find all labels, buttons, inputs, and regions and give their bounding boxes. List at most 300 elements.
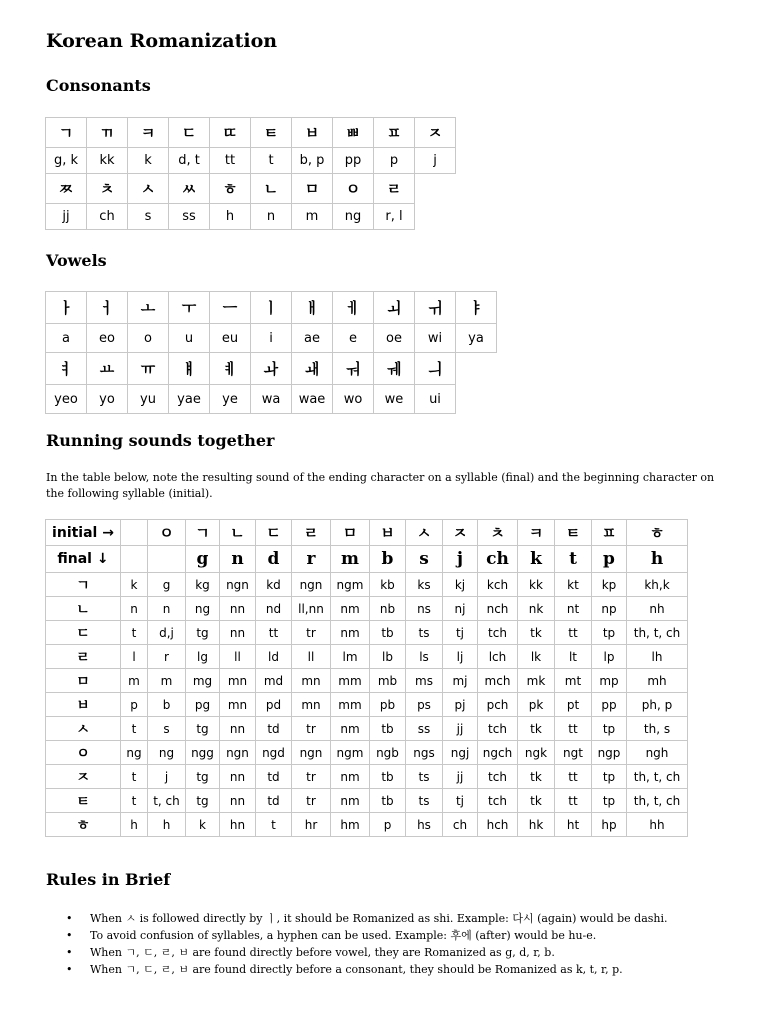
korean-letter-cell: ㅂ: [292, 118, 333, 148]
result-cell: tch: [478, 765, 518, 789]
table-row: [46, 621, 688, 645]
result-cell: nn: [220, 597, 256, 621]
rule-item: • To avoid confusion of syllables, a hyphen can be used. Example: 후에 (after) would be hu-e.: [66, 927, 668, 944]
initial-romanization-cell: k: [518, 546, 555, 573]
romanization-cell: o: [128, 324, 169, 353]
romanization-cell: yeo: [46, 385, 87, 414]
romanization-cell: wa: [251, 385, 292, 414]
korean-letter-cell: ㅔ: [333, 292, 374, 324]
result-cell: tg: [186, 717, 220, 741]
result-cell: mp: [592, 669, 627, 693]
result-cell: tr: [292, 789, 331, 813]
romanization-cell: j: [415, 148, 456, 174]
result-cell: nm: [331, 597, 370, 621]
romanization-cell: ss: [169, 204, 210, 230]
initial-romanization-cell: j: [443, 546, 478, 573]
result-cell: kch: [478, 573, 518, 597]
romanization-cell: ae: [292, 324, 333, 353]
result-cell: kk: [518, 573, 555, 597]
page-title: Korean Romanization: [46, 30, 278, 52]
korean-letter-cell: ㅝ: [333, 353, 374, 385]
result-cell: k: [121, 573, 148, 597]
vowels-heading: Vowels: [46, 251, 107, 270]
result-cell: nh: [627, 597, 688, 621]
initial-letter-cell: ㄴ: [220, 520, 256, 546]
initial-romanization-cell: n: [220, 546, 256, 573]
romanization-cell: d, t: [169, 148, 210, 174]
initial-letter-cell: ㅍ: [592, 520, 627, 546]
initial-letter-cell: ㄱ: [186, 520, 220, 546]
result-cell: t: [256, 813, 292, 837]
result-cell: mg: [186, 669, 220, 693]
table-row: [46, 669, 688, 693]
romanization-cell: ui: [415, 385, 456, 414]
result-cell: tj: [443, 621, 478, 645]
result-cell: kp: [592, 573, 627, 597]
result-cell: ngk: [518, 741, 555, 765]
result-cell: g: [148, 573, 186, 597]
initial-letter-cell: ㅂ: [370, 520, 406, 546]
result-cell: tk: [518, 789, 555, 813]
result-cell: tr: [292, 717, 331, 741]
result-cell: tg: [186, 765, 220, 789]
romanization-cell: we: [374, 385, 415, 414]
result-cell: ngh: [627, 741, 688, 765]
result-cell: lch: [478, 645, 518, 669]
korean-letter-cell: ㅃ: [333, 118, 374, 148]
romanization-cell: ye: [210, 385, 251, 414]
romanization-cell: a: [46, 324, 87, 353]
korean-letter-cell: ㅁ: [292, 174, 333, 204]
romanization-cell: yae: [169, 385, 210, 414]
initial-letter-cell: ㄷ: [256, 520, 292, 546]
result-cell: mn: [292, 669, 331, 693]
result-cell: mh: [627, 669, 688, 693]
korean-letter-cell: ㄲ: [87, 118, 128, 148]
result-cell: tj: [443, 789, 478, 813]
result-cell: nb: [370, 597, 406, 621]
result-cell: tt: [555, 789, 592, 813]
table-row: [46, 741, 688, 765]
initial-romanization-cell: h: [627, 546, 688, 573]
initial-label: initial →: [46, 520, 121, 546]
result-cell: nn: [220, 717, 256, 741]
final-letter-cell: ㅁ: [46, 669, 121, 693]
result-cell: nm: [331, 789, 370, 813]
result-cell: ngm: [331, 741, 370, 765]
rules-list: [66, 910, 668, 978]
result-cell: j: [148, 765, 186, 789]
result-cell: b: [148, 693, 186, 717]
result-cell: t, ch: [148, 789, 186, 813]
result-cell: ngn: [292, 573, 331, 597]
result-cell: ld: [256, 645, 292, 669]
result-cell: tg: [186, 789, 220, 813]
result-cell: ng: [186, 597, 220, 621]
result-cell: ngn: [292, 741, 331, 765]
result-cell: mt: [555, 669, 592, 693]
result-cell: tg: [186, 621, 220, 645]
result-cell: ngp: [592, 741, 627, 765]
initial-romanization-cell: ch: [478, 546, 518, 573]
result-cell: t: [121, 765, 148, 789]
initial-letter-cell: ㅌ: [555, 520, 592, 546]
korean-letter-cell: ㅑ: [456, 292, 497, 324]
result-cell: nn: [220, 789, 256, 813]
korean-letter-cell: ㄱ: [46, 118, 87, 148]
result-cell: lp: [592, 645, 627, 669]
korean-letter-cell: ㅉ: [46, 174, 87, 204]
final-letter-cell: ㄷ: [46, 621, 121, 645]
initial-romanization-cell: m: [331, 546, 370, 573]
result-cell: pg: [186, 693, 220, 717]
romanization-cell: p: [374, 148, 415, 174]
romanization-cell: ya: [456, 324, 497, 353]
result-cell: lb: [370, 645, 406, 669]
final-letter-cell: ㅈ: [46, 765, 121, 789]
romanization-cell: n: [251, 204, 292, 230]
korean-letter-cell: ㄸ: [210, 118, 251, 148]
korean-letter-cell: ㄹ: [374, 174, 415, 204]
result-cell: lm: [331, 645, 370, 669]
result-cell: mn: [220, 693, 256, 717]
result-cell: ht: [555, 813, 592, 837]
result-cell: ngd: [256, 741, 292, 765]
result-cell: lk: [518, 645, 555, 669]
romanization-cell: r, l: [374, 204, 415, 230]
final-letter-cell: ㅂ: [46, 693, 121, 717]
result-cell: mk: [518, 669, 555, 693]
korean-letter-cell: ㅠ: [128, 353, 169, 385]
result-cell: s: [148, 717, 186, 741]
romanization-cell: k: [128, 148, 169, 174]
result-cell: pch: [478, 693, 518, 717]
result-cell: tb: [370, 621, 406, 645]
rules-heading: Rules in Brief: [46, 870, 171, 889]
result-cell: nm: [331, 765, 370, 789]
romanization-cell: wae: [292, 385, 333, 414]
romanization-cell: s: [128, 204, 169, 230]
romanization-cell: ng: [333, 204, 374, 230]
initial-letter-cell: ㅎ: [627, 520, 688, 546]
result-cell: mn: [220, 669, 256, 693]
result-cell: ns: [406, 597, 443, 621]
korean-letter-cell: ㅘ: [251, 353, 292, 385]
running-sounds-heading: Running sounds together: [46, 431, 275, 450]
result-cell: tp: [592, 621, 627, 645]
result-cell: nj: [443, 597, 478, 621]
result-cell: tt: [555, 765, 592, 789]
result-cell: nd: [256, 597, 292, 621]
initial-letter-cell: ㅈ: [443, 520, 478, 546]
result-cell: tk: [518, 765, 555, 789]
vowels-table: [45, 291, 497, 414]
blank-cell: [121, 546, 148, 573]
result-cell: md: [256, 669, 292, 693]
initial-romanization-cell: s: [406, 546, 443, 573]
result-cell: tch: [478, 621, 518, 645]
result-cell: ll,nn: [292, 597, 331, 621]
result-cell: mm: [331, 669, 370, 693]
result-cell: ts: [406, 789, 443, 813]
initial-romanization-cell: [148, 546, 186, 573]
result-cell: mch: [478, 669, 518, 693]
korean-letter-cell: ㅣ: [251, 292, 292, 324]
result-cell: ps: [406, 693, 443, 717]
result-cell: ngt: [555, 741, 592, 765]
romanization-cell: g, k: [46, 148, 87, 174]
result-cell: hm: [331, 813, 370, 837]
result-cell: ng: [121, 741, 148, 765]
initial-letter-cell: ㅁ: [331, 520, 370, 546]
result-cell: tr: [292, 621, 331, 645]
result-cell: ngj: [443, 741, 478, 765]
result-cell: ngm: [331, 573, 370, 597]
result-cell: ll: [220, 645, 256, 669]
romanization-cell: wi: [415, 324, 456, 353]
korean-letter-cell: ㅎ: [210, 174, 251, 204]
result-cell: t: [121, 621, 148, 645]
initial-romanization-cell: r: [292, 546, 331, 573]
result-cell: r: [148, 645, 186, 669]
result-cell: tb: [370, 765, 406, 789]
result-cell: pt: [555, 693, 592, 717]
result-cell: tt: [555, 717, 592, 741]
result-cell: hp: [592, 813, 627, 837]
initial-letter-cell: ㅅ: [406, 520, 443, 546]
initial-romanization-cell: b: [370, 546, 406, 573]
korean-letter-cell: ㅚ: [374, 292, 415, 324]
korean-letter-cell: ㅛ: [87, 353, 128, 385]
result-cell: ks: [406, 573, 443, 597]
result-cell: ng: [148, 741, 186, 765]
result-cell: pb: [370, 693, 406, 717]
result-cell: ts: [406, 765, 443, 789]
final-letter-cell: ㅌ: [46, 789, 121, 813]
romanization-cell: b, p: [292, 148, 333, 174]
result-cell: lt: [555, 645, 592, 669]
result-cell: nt: [555, 597, 592, 621]
result-cell: mj: [443, 669, 478, 693]
result-cell: ngg: [186, 741, 220, 765]
romanization-cell: h: [210, 204, 251, 230]
result-cell: nm: [331, 717, 370, 741]
korean-letter-cell: ㅆ: [169, 174, 210, 204]
initial-letter-cell: ㅇ: [148, 520, 186, 546]
table-row: [46, 645, 688, 669]
result-cell: nk: [518, 597, 555, 621]
rule-item: • When ㅅ is followed directly by ㅣ, it should be Romanized as shi. Example: 다시 (again) would be dashi.: [66, 910, 668, 927]
korean-letter-cell: ㅌ: [251, 118, 292, 148]
result-cell: tch: [478, 789, 518, 813]
result-cell: pp: [592, 693, 627, 717]
rule-item: • When ㄱ, ㄷ, ㄹ, ㅂ are found directly before vowel, they are Romanized as g, d, r, b.: [66, 944, 668, 961]
result-cell: td: [256, 765, 292, 789]
korean-letter-cell: ㅙ: [292, 353, 333, 385]
result-cell: k: [186, 813, 220, 837]
final-letter-cell: ㅇ: [46, 741, 121, 765]
result-cell: jj: [443, 765, 478, 789]
result-cell: nm: [331, 621, 370, 645]
result-cell: ts: [406, 621, 443, 645]
table-row: [46, 573, 688, 597]
final-letter-cell: ㄹ: [46, 645, 121, 669]
korean-letter-cell: ㅒ: [169, 353, 210, 385]
korean-letter-cell: ㅋ: [128, 118, 169, 148]
result-cell: tb: [370, 717, 406, 741]
result-cell: n: [121, 597, 148, 621]
korean-letter-cell: ㅍ: [374, 118, 415, 148]
romanization-cell: eo: [87, 324, 128, 353]
initial-letter-cell: ㄹ: [292, 520, 331, 546]
result-cell: hk: [518, 813, 555, 837]
table-row: [46, 717, 688, 741]
result-cell: kh,k: [627, 573, 688, 597]
result-cell: td: [256, 789, 292, 813]
korean-letter-cell: ㅅ: [128, 174, 169, 204]
result-cell: lj: [443, 645, 478, 669]
romanization-cell: jj: [46, 204, 87, 230]
result-cell: tk: [518, 717, 555, 741]
korean-letter-cell: ㅡ: [210, 292, 251, 324]
result-cell: h: [121, 813, 148, 837]
initial-letter-cell: ㅊ: [478, 520, 518, 546]
result-cell: ss: [406, 717, 443, 741]
romanization-cell: wo: [333, 385, 374, 414]
result-cell: kj: [443, 573, 478, 597]
romanization-cell: m: [292, 204, 333, 230]
initial-letter-cell: ㅋ: [518, 520, 555, 546]
korean-letter-cell: ㅢ: [415, 353, 456, 385]
consonants-heading: Consonants: [46, 76, 151, 95]
romanization-cell: u: [169, 324, 210, 353]
result-cell: kd: [256, 573, 292, 597]
result-cell: kb: [370, 573, 406, 597]
result-cell: d,j: [148, 621, 186, 645]
result-cell: pk: [518, 693, 555, 717]
result-cell: th, t, ch: [627, 789, 688, 813]
romanization-cell: kk: [87, 148, 128, 174]
result-cell: n: [148, 597, 186, 621]
result-cell: tk: [518, 621, 555, 645]
result-cell: ngn: [220, 573, 256, 597]
result-cell: mn: [292, 693, 331, 717]
result-cell: ch: [443, 813, 478, 837]
result-cell: th, t, ch: [627, 765, 688, 789]
initial-romanization-cell: d: [256, 546, 292, 573]
romanization-cell: eu: [210, 324, 251, 353]
result-cell: p: [121, 693, 148, 717]
table-row: [46, 597, 688, 621]
initial-romanization-cell: p: [592, 546, 627, 573]
result-cell: tt: [256, 621, 292, 645]
final-letter-cell: ㄱ: [46, 573, 121, 597]
result-cell: ms: [406, 669, 443, 693]
romanization-cell: t: [251, 148, 292, 174]
result-cell: ph, p: [627, 693, 688, 717]
result-cell: nn: [220, 765, 256, 789]
result-cell: hch: [478, 813, 518, 837]
result-cell: tp: [592, 789, 627, 813]
result-cell: m: [148, 669, 186, 693]
result-cell: pd: [256, 693, 292, 717]
result-cell: h: [148, 813, 186, 837]
result-cell: kg: [186, 573, 220, 597]
romanization-cell: i: [251, 324, 292, 353]
result-cell: lh: [627, 645, 688, 669]
korean-letter-cell: ㄴ: [251, 174, 292, 204]
initial-romanization-cell: t: [555, 546, 592, 573]
korean-letter-cell: ㅟ: [415, 292, 456, 324]
romanization-cell: e: [333, 324, 374, 353]
consonants-table: [45, 117, 456, 230]
result-cell: t: [121, 789, 148, 813]
running-sounds-table: [45, 519, 688, 837]
korean-letter-cell: ㅏ: [46, 292, 87, 324]
result-cell: td: [256, 717, 292, 741]
result-cell: m: [121, 669, 148, 693]
result-cell: mm: [331, 693, 370, 717]
table-row: [46, 789, 688, 813]
result-cell: hr: [292, 813, 331, 837]
result-cell: ls: [406, 645, 443, 669]
result-cell: jj: [443, 717, 478, 741]
romanization-cell: yo: [87, 385, 128, 414]
result-cell: ngs: [406, 741, 443, 765]
table-row: [46, 693, 688, 717]
result-cell: tp: [592, 765, 627, 789]
romanization-cell: tt: [210, 148, 251, 174]
korean-letter-cell: ㅊ: [87, 174, 128, 204]
romanization-cell: pp: [333, 148, 374, 174]
final-letter-cell: ㅎ: [46, 813, 121, 837]
result-cell: ll: [292, 645, 331, 669]
rule-item: • When ㄱ, ㄷ, ㄹ, ㅂ are found directly before a consonant, they should be Romanized as k, t, r, p.: [66, 961, 668, 978]
result-cell: tt: [555, 621, 592, 645]
result-cell: nn: [220, 621, 256, 645]
result-cell: hn: [220, 813, 256, 837]
result-cell: tr: [292, 765, 331, 789]
korean-letter-cell: ㅕ: [46, 353, 87, 385]
korean-letter-cell: ㅗ: [128, 292, 169, 324]
result-cell: tch: [478, 717, 518, 741]
result-cell: tb: [370, 789, 406, 813]
korean-letter-cell: ㅈ: [415, 118, 456, 148]
result-cell: p: [370, 813, 406, 837]
running-sounds-note: In the table below, note the resulting sound of the ending character on a syllable (final) and the beginning character on the following syllable (initial).: [46, 471, 715, 500]
final-letter-cell: ㄴ: [46, 597, 121, 621]
result-cell: hs: [406, 813, 443, 837]
result-cell: lg: [186, 645, 220, 669]
korean-letter-cell: ㅐ: [292, 292, 333, 324]
korean-letter-cell: ㄷ: [169, 118, 210, 148]
korean-letter-cell: ㅇ: [333, 174, 374, 204]
result-cell: l: [121, 645, 148, 669]
initial-romanization-cell: g: [186, 546, 220, 573]
romanization-cell: ch: [87, 204, 128, 230]
final-letter-cell: ㅅ: [46, 717, 121, 741]
result-cell: th, s: [627, 717, 688, 741]
korean-letter-cell: ㅓ: [87, 292, 128, 324]
final-label: final ↓: [46, 546, 121, 573]
result-cell: th, t, ch: [627, 621, 688, 645]
korean-letter-cell: ㅖ: [210, 353, 251, 385]
result-cell: ngn: [220, 741, 256, 765]
result-cell: ngb: [370, 741, 406, 765]
result-cell: nch: [478, 597, 518, 621]
result-cell: hh: [627, 813, 688, 837]
korean-letter-cell: ㅞ: [374, 353, 415, 385]
